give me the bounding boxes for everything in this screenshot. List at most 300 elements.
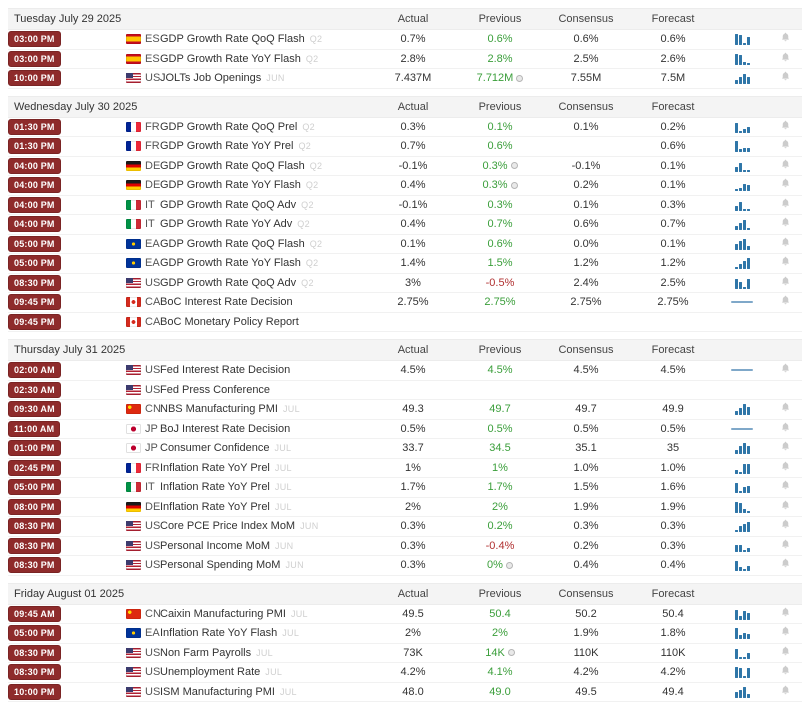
- consensus-value: 49.7: [542, 403, 630, 415]
- event-cell: [160, 627, 368, 639]
- spark-cell: [716, 540, 768, 552]
- event-reference-period: JUL: [291, 609, 308, 619]
- mini-bar-chart-icon[interactable]: [735, 686, 750, 698]
- alert-bell-icon[interactable]: [780, 500, 791, 514]
- actual-value: -0.1%: [368, 160, 458, 172]
- country-code: US: [145, 384, 160, 396]
- time-cell: [8, 197, 98, 213]
- event-name-link[interactable]: Consumer Confidence: [160, 442, 269, 454]
- actual-value: 7.437M: [368, 72, 458, 84]
- bell-cell: [768, 607, 802, 621]
- column-header-consensus: Consensus: [542, 13, 630, 25]
- alert-bell-icon[interactable]: [780, 646, 791, 660]
- alert-bell-icon[interactable]: [780, 626, 791, 640]
- event-cell: [160, 559, 368, 571]
- column-header-consensus: Consensus: [542, 101, 630, 113]
- event-name-link[interactable]: Core PCE Price Index MoM: [160, 520, 295, 532]
- time-cell: [8, 294, 98, 310]
- event-name-link[interactable]: JOLTs Job Openings: [160, 72, 261, 84]
- event-name-link[interactable]: BoC Monetary Policy Report: [160, 316, 299, 328]
- bell-cell: [768, 139, 802, 153]
- event-cell: [160, 647, 368, 659]
- forecast-value: 110K: [630, 647, 716, 659]
- event-reference-period: JUN: [300, 521, 318, 531]
- mini-bar-chart-icon[interactable]: [735, 442, 750, 454]
- country-cell: [98, 277, 160, 289]
- spark-cell: [716, 218, 768, 230]
- calendar-event-row[interactable]: [8, 478, 802, 498]
- alert-bell-icon[interactable]: [780, 32, 791, 46]
- actual-value: 0.7%: [368, 140, 458, 152]
- previous-value-text: 0.6%: [487, 33, 512, 45]
- event-name-link[interactable]: BoJ Interest Rate Decision: [160, 423, 290, 435]
- forecast-value: 0.1%: [630, 238, 716, 250]
- previous-value-text: 4.1%: [487, 666, 512, 678]
- alert-bell-icon[interactable]: [780, 539, 791, 553]
- bell-cell: [768, 120, 802, 134]
- event-name-link[interactable]: GDP Growth Rate QoQ Flash: [160, 160, 305, 172]
- calendar-day-section: [8, 339, 802, 576]
- spark-cell: [716, 369, 768, 371]
- event-cell: [160, 442, 368, 454]
- event-reference-period: JUL: [256, 648, 273, 658]
- time-cell: [8, 119, 98, 135]
- event-name-link[interactable]: Personal Spending MoM: [160, 559, 280, 571]
- mini-bar-chart-icon[interactable]: [735, 72, 750, 84]
- previous-value: [458, 540, 542, 552]
- consensus-value: 1.5%: [542, 481, 630, 493]
- country-cell: [98, 33, 160, 45]
- mini-bar-chart-icon[interactable]: [735, 666, 750, 678]
- event-name-link[interactable]: Caixin Manufacturing PMI: [160, 608, 286, 620]
- actual-value: 2.75%: [368, 296, 458, 308]
- event-name-link[interactable]: GDP Growth Rate YoY Prel: [160, 140, 294, 152]
- actual-value: 2%: [368, 501, 458, 513]
- event-reference-period: Q2: [299, 141, 312, 151]
- event-name-link[interactable]: Fed Press Conference: [160, 384, 270, 396]
- mini-bar-chart-icon[interactable]: [735, 33, 750, 45]
- spark-cell: [716, 199, 768, 211]
- spark-cell: [716, 501, 768, 513]
- consensus-value: 7.55M: [542, 72, 630, 84]
- time-cell: [8, 382, 98, 398]
- bell-cell: [768, 32, 802, 46]
- event-name-link[interactable]: GDP Growth Rate YoY Adv: [160, 218, 292, 230]
- column-header-forecast: Forecast: [630, 101, 716, 113]
- forecast-value: 49.4: [630, 686, 716, 698]
- event-cell: [160, 520, 368, 532]
- event-name-link[interactable]: Non Farm Payrolls: [160, 647, 251, 659]
- event-name-link[interactable]: BoC Interest Rate Decision: [160, 296, 293, 308]
- flag-icon-cn: [126, 609, 141, 619]
- calendar-event-row[interactable]: [8, 361, 802, 381]
- bell-cell: [768, 198, 802, 212]
- time-cell: [8, 440, 98, 456]
- event-reference-period: Q2: [310, 239, 323, 249]
- mini-bar-chart-icon[interactable]: [735, 462, 750, 474]
- alert-bell-icon[interactable]: [780, 558, 791, 572]
- consensus-value: 0.3%: [542, 520, 630, 532]
- country-code: IT: [145, 481, 155, 493]
- country-cell: [98, 218, 160, 230]
- country-cell: [98, 559, 160, 571]
- flag-icon-es: [126, 54, 141, 64]
- country-cell: [98, 520, 160, 532]
- forecast-value: 0.3%: [630, 540, 716, 552]
- forecast-value: 0.1%: [630, 179, 716, 191]
- event-name-link[interactable]: NBS Manufacturing PMI: [160, 403, 278, 415]
- event-name-link[interactable]: GDP Growth Rate YoY Flash: [160, 53, 301, 65]
- spark-cell: [716, 559, 768, 571]
- previous-value: [458, 423, 542, 435]
- event-reference-period: Q2: [310, 161, 323, 171]
- flag-icon-cn: [126, 404, 141, 414]
- time-cell: [8, 177, 98, 193]
- calendar-event-row[interactable]: [8, 215, 802, 235]
- previous-value: [458, 647, 542, 659]
- alert-bell-icon[interactable]: [780, 480, 791, 494]
- time-cell: [8, 606, 98, 622]
- event-name-link[interactable]: Inflation Rate YoY Prel: [160, 501, 270, 513]
- calendar-event-row[interactable]: [8, 517, 802, 537]
- flag-icon-jp: [126, 443, 141, 453]
- spark-cell: [716, 462, 768, 474]
- consensus-value: 2.5%: [542, 53, 630, 65]
- event-reference-period: Q2: [306, 180, 319, 190]
- time-badge: 11:00 AM: [8, 421, 60, 437]
- mini-bar-chart-icon[interactable]: [735, 257, 750, 269]
- previous-value-text: 2%: [492, 627, 508, 639]
- spark-cell: [716, 428, 768, 430]
- calendar-day-section: [8, 583, 802, 702]
- actual-value: 0.3%: [368, 121, 458, 133]
- alert-bell-icon[interactable]: [780, 402, 791, 416]
- actual-value: 2.8%: [368, 53, 458, 65]
- time-badge: 05:00 PM: [8, 236, 61, 252]
- calendar-event-row[interactable]: [8, 274, 802, 294]
- alert-bell-icon[interactable]: [780, 217, 791, 231]
- calendar-event-row[interactable]: [8, 235, 802, 255]
- consensus-value: 0.1%: [542, 199, 630, 211]
- spark-cell: [716, 257, 768, 269]
- event-name-link[interactable]: GDP Growth Rate QoQ Flash: [160, 33, 305, 45]
- event-cell: [160, 160, 368, 172]
- calendar-event-row[interactable]: [8, 605, 802, 625]
- actual-value: 2%: [368, 627, 458, 639]
- flag-icon-fr: [126, 122, 141, 132]
- time-badge: 01:00 PM: [8, 440, 61, 456]
- time-badge: 02:45 PM: [8, 460, 61, 476]
- alert-bell-icon[interactable]: [780, 607, 791, 621]
- forecast-value: 1.9%: [630, 501, 716, 513]
- alert-bell-icon[interactable]: [780, 422, 791, 436]
- previous-value-text: 0.1%: [487, 121, 512, 133]
- previous-value: [458, 160, 542, 172]
- mini-bar-chart-icon[interactable]: [735, 53, 750, 65]
- country-code: EA: [145, 257, 160, 269]
- mini-line-chart-icon[interactable]: [731, 369, 753, 371]
- column-header-consensus: Consensus: [542, 344, 630, 356]
- flag-icon-us: [126, 278, 141, 288]
- alert-bell-icon[interactable]: [780, 52, 791, 66]
- previous-value-text: 50.4: [489, 608, 510, 620]
- time-cell: [8, 236, 98, 252]
- calendar-event-row[interactable]: [8, 420, 802, 440]
- spark-cell: [716, 686, 768, 698]
- calendar-event-row[interactable]: [8, 176, 802, 196]
- spark-cell: [716, 520, 768, 532]
- event-name-link[interactable]: GDP Growth Rate YoY Flash: [160, 179, 301, 191]
- time-cell: [8, 70, 98, 86]
- section-date-label: Friday August 01 2025: [8, 588, 368, 600]
- consensus-value: 4.5%: [542, 364, 630, 376]
- column-header-actual: Actual: [368, 13, 458, 25]
- calendar-day-section: [8, 8, 802, 89]
- alert-bell-icon[interactable]: [780, 198, 791, 212]
- country-cell: [98, 501, 160, 513]
- mini-bar-chart-icon[interactable]: [735, 608, 750, 620]
- column-header-forecast: Forecast: [630, 344, 716, 356]
- event-name-link[interactable]: Inflation Rate YoY Prel: [160, 481, 270, 493]
- time-cell: [8, 314, 98, 330]
- previous-value-text: 49.7: [489, 403, 510, 415]
- previous-value-text: 0.3%: [487, 199, 512, 211]
- bell-cell: [768, 178, 802, 192]
- column-header-consensus: Consensus: [542, 588, 630, 600]
- alert-bell-icon[interactable]: [780, 685, 791, 699]
- previous-value: [458, 364, 542, 376]
- flag-icon-it: [126, 482, 141, 492]
- actual-value: 4.2%: [368, 666, 458, 678]
- mini-bar-chart-icon[interactable]: [735, 403, 750, 415]
- time-cell: [8, 51, 98, 67]
- mini-bar-chart-icon[interactable]: [735, 238, 750, 250]
- alert-bell-icon[interactable]: [780, 256, 791, 270]
- time-badge: 09:45 PM: [8, 294, 61, 310]
- consensus-value: 49.5: [542, 686, 630, 698]
- previous-value-text: -0.5%: [486, 277, 515, 289]
- bell-cell: [768, 626, 802, 640]
- event-name-link[interactable]: Unemployment Rate: [160, 666, 260, 678]
- bell-cell: [768, 441, 802, 455]
- alert-bell-icon[interactable]: [780, 159, 791, 173]
- calendar-event-row[interactable]: [8, 537, 802, 557]
- event-cell: [160, 277, 368, 289]
- event-name-link[interactable]: GDP Growth Rate QoQ Flash: [160, 238, 305, 250]
- event-name-link[interactable]: Inflation Rate YoY Flash: [160, 627, 277, 639]
- time-badge: 04:00 PM: [8, 158, 61, 174]
- country-cell: [98, 403, 160, 415]
- spark-cell: [716, 627, 768, 639]
- mini-line-chart-icon[interactable]: [731, 301, 753, 303]
- consensus-value: 35.1: [542, 442, 630, 454]
- calendar-event-row[interactable]: [8, 50, 802, 70]
- event-cell: [160, 423, 368, 435]
- country-code: FR: [145, 140, 160, 152]
- bell-cell: [768, 217, 802, 231]
- bell-cell: [768, 402, 802, 416]
- bell-cell: [768, 558, 802, 572]
- spark-cell: [716, 481, 768, 493]
- section-date-label: Wednesday July 30 2025: [8, 101, 368, 113]
- mini-bar-chart-icon[interactable]: [735, 647, 750, 659]
- event-cell: [160, 53, 368, 65]
- calendar-event-row[interactable]: [8, 663, 802, 683]
- time-badge: 09:45 AM: [8, 606, 61, 622]
- time-cell: [8, 645, 98, 661]
- country-cell: [98, 179, 160, 191]
- calendar-event-row[interactable]: [8, 683, 802, 702]
- alert-bell-icon[interactable]: [780, 665, 791, 679]
- event-cell: [160, 238, 368, 250]
- spark-cell: [716, 647, 768, 659]
- previous-value-text: 0%: [487, 559, 503, 571]
- calendar-event-row[interactable]: [8, 498, 802, 518]
- mini-bar-chart-icon[interactable]: [735, 540, 750, 552]
- calendar-event-row[interactable]: [8, 118, 802, 138]
- mini-bar-chart-icon[interactable]: [735, 559, 750, 571]
- revised-indicator-icon: [511, 162, 518, 169]
- previous-value: [458, 686, 542, 698]
- mini-bar-chart-icon[interactable]: [735, 627, 750, 639]
- bell-cell: [768, 52, 802, 66]
- alert-bell-icon[interactable]: [780, 295, 791, 309]
- flag-icon-us: [126, 541, 141, 551]
- calendar-event-row[interactable]: [8, 254, 802, 274]
- alert-bell-icon[interactable]: [780, 461, 791, 475]
- event-name-link[interactable]: GDP Growth Rate YoY Flash: [160, 257, 301, 269]
- mini-bar-chart-icon[interactable]: [735, 140, 750, 152]
- mini-bar-chart-icon[interactable]: [735, 199, 750, 211]
- event-name-link[interactable]: Fed Interest Rate Decision: [160, 364, 290, 376]
- calendar-event-row[interactable]: [8, 439, 802, 459]
- time-badge: 08:30 PM: [8, 664, 61, 680]
- country-cell: [98, 316, 160, 328]
- mini-bar-chart-icon[interactable]: [735, 501, 750, 513]
- actual-value: 1.7%: [368, 481, 458, 493]
- previous-value: [458, 218, 542, 230]
- alert-bell-icon[interactable]: [780, 120, 791, 134]
- column-header-forecast: Forecast: [630, 588, 716, 600]
- country-code: JP: [145, 423, 158, 435]
- alert-bell-icon[interactable]: [780, 363, 791, 377]
- mini-bar-chart-icon[interactable]: [735, 520, 750, 532]
- event-name-link[interactable]: ISM Manufacturing PMI: [160, 686, 275, 698]
- country-code: DE: [145, 501, 160, 513]
- event-reference-period: JUL: [275, 502, 292, 512]
- forecast-value: 1.8%: [630, 627, 716, 639]
- spark-cell: [716, 121, 768, 133]
- previous-value-text: 14K: [485, 647, 505, 659]
- calendar-event-row[interactable]: [8, 196, 802, 216]
- event-name-link[interactable]: Inflation Rate YoY Prel: [160, 462, 270, 474]
- calendar-event-row[interactable]: [8, 137, 802, 157]
- time-badge: 02:00 AM: [8, 362, 61, 378]
- mini-bar-chart-icon[interactable]: [735, 121, 750, 133]
- country-cell: [98, 462, 160, 474]
- time-badge: 08:30 PM: [8, 557, 61, 573]
- country-code: CN: [145, 608, 161, 620]
- event-name-link[interactable]: GDP Growth Rate QoQ Adv: [160, 277, 296, 289]
- flag-icon-us: [126, 560, 141, 570]
- event-cell: [160, 686, 368, 698]
- alert-bell-icon[interactable]: [780, 441, 791, 455]
- event-name-link[interactable]: GDP Growth Rate QoQ Prel: [160, 121, 297, 133]
- country-code: US: [145, 559, 160, 571]
- consensus-value: 0.0%: [542, 238, 630, 250]
- country-code: CA: [145, 296, 160, 308]
- previous-value: [458, 627, 542, 639]
- forecast-value: 2.6%: [630, 53, 716, 65]
- mini-line-chart-icon[interactable]: [731, 428, 753, 430]
- previous-value-text: 1.7%: [487, 481, 512, 493]
- consensus-value: 50.2: [542, 608, 630, 620]
- previous-value: [458, 296, 542, 308]
- forecast-value: 1.6%: [630, 481, 716, 493]
- time-cell: [8, 684, 98, 700]
- country-cell: [98, 442, 160, 454]
- event-name-link[interactable]: GDP Growth Rate QoQ Adv: [160, 199, 296, 211]
- mini-bar-chart-icon[interactable]: [735, 481, 750, 493]
- calendar-event-row[interactable]: [8, 157, 802, 177]
- spark-cell: [716, 238, 768, 250]
- calendar-event-row[interactable]: [8, 624, 802, 644]
- consensus-value: 1.9%: [542, 501, 630, 513]
- calendar-event-row[interactable]: [8, 69, 802, 89]
- calendar-event-row[interactable]: [8, 459, 802, 479]
- actual-value: 0.1%: [368, 238, 458, 250]
- flag-icon-us: [126, 687, 141, 697]
- previous-value-text: 0.6%: [487, 238, 512, 250]
- previous-value: [458, 462, 542, 474]
- spark-cell: [716, 53, 768, 65]
- calendar-event-row[interactable]: [8, 644, 802, 664]
- country-cell: [98, 647, 160, 659]
- bell-cell: [768, 256, 802, 270]
- country-cell: [98, 666, 160, 678]
- alert-bell-icon[interactable]: [780, 71, 791, 85]
- country-code: EA: [145, 627, 160, 639]
- calendar-event-row[interactable]: [8, 30, 802, 50]
- section-header-row: [8, 339, 802, 361]
- mini-bar-chart-icon[interactable]: [735, 179, 750, 191]
- alert-bell-icon[interactable]: [780, 178, 791, 192]
- alert-bell-icon[interactable]: [780, 519, 791, 533]
- event-name-link[interactable]: Personal Income MoM: [160, 540, 270, 552]
- mini-bar-chart-icon[interactable]: [735, 277, 750, 289]
- alert-bell-icon[interactable]: [780, 237, 791, 251]
- alert-bell-icon[interactable]: [780, 276, 791, 290]
- mini-bar-chart-icon[interactable]: [735, 160, 750, 172]
- alert-bell-icon[interactable]: [780, 139, 791, 153]
- bell-cell: [768, 480, 802, 494]
- consensus-value: 2.4%: [542, 277, 630, 289]
- calendar-event-row[interactable]: [8, 381, 802, 401]
- mini-bar-chart-icon[interactable]: [735, 218, 750, 230]
- calendar-event-row[interactable]: [8, 400, 802, 420]
- flag-icon-ea: [126, 628, 141, 638]
- calendar-event-row[interactable]: [8, 556, 802, 576]
- event-reference-period: JUL: [265, 667, 282, 677]
- time-cell: [8, 518, 98, 534]
- country-code: US: [145, 277, 160, 289]
- calendar-event-row[interactable]: [8, 313, 802, 333]
- time-cell: [8, 158, 98, 174]
- time-cell: [8, 216, 98, 232]
- calendar-event-row[interactable]: [8, 293, 802, 313]
- flag-icon-ca: [126, 317, 141, 327]
- spark-cell: [716, 33, 768, 45]
